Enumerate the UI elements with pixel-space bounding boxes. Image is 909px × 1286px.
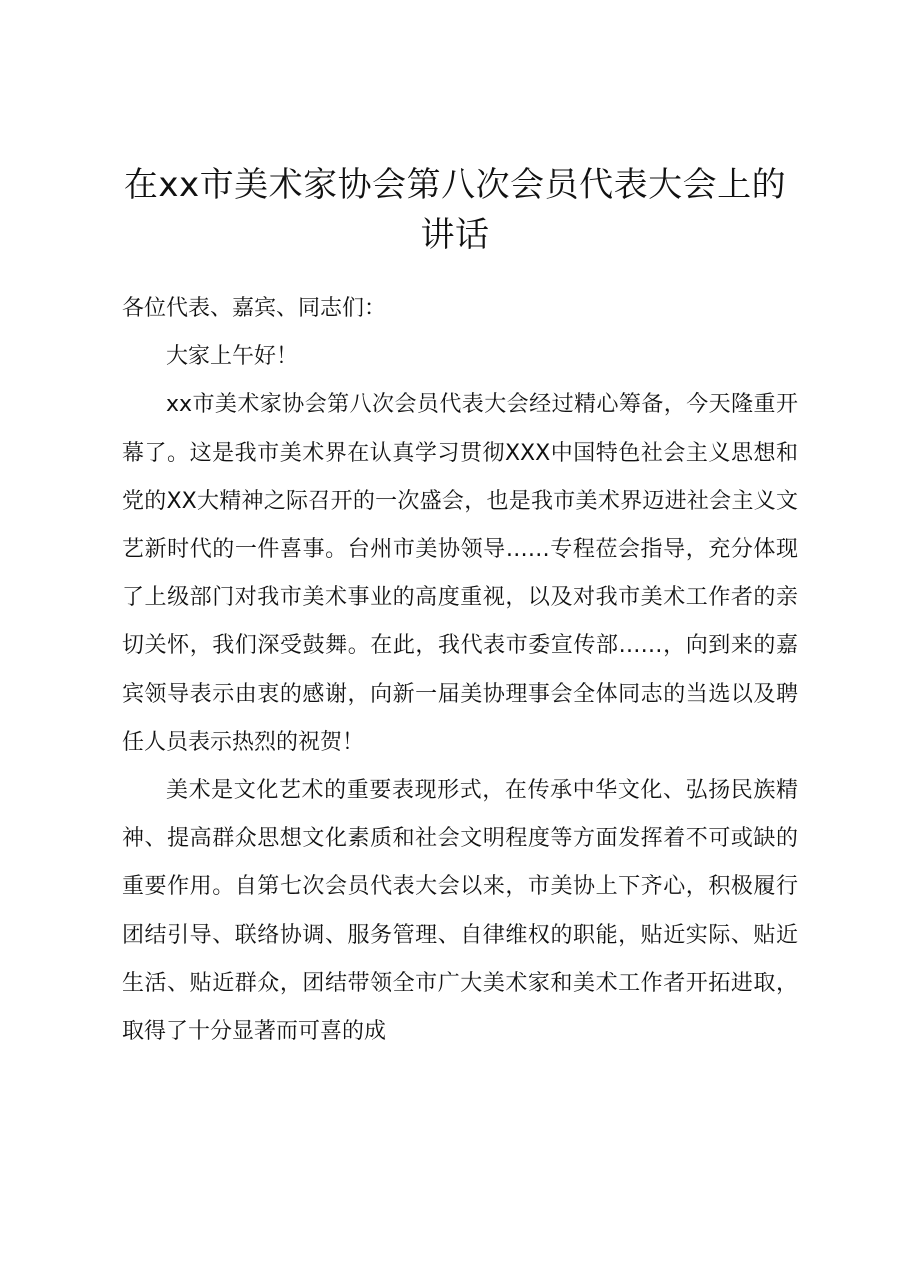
greeting-paragraph: 大家上午好！ xyxy=(166,344,299,370)
opening-paragraph: xx市美术家协会第八次会员代表大会经过精心筹备，今天隆重开幕了。这是我市美术界在认真学习贯彻XXX中国特色社会主义思想和党的XX大精神之际召开的一次盛会，也是我市美术界迈进社会主义文艺新时代的一件喜事。台州市美协领导……专程莅会指导，充分体现了上级部门对我市美术事业的高度重视，以及对我市美术工作者的亲切关怀，我们深受鼓舞。在此，我代表市委宣传部……，向到来的嘉宾领导表示由衷的感谢，向新一届美协理事会全体同志的当选以及聘任人员表示热烈的祝贺！ xyxy=(122,392,798,755)
document-title: 在xx市美术家协会第八次会员代表大会上的讲话 xyxy=(123,165,787,255)
art-role-paragraph: 美术是文化艺术的重要表现形式，在传承中华文化、弘扬民族精神、提高群众思想文化素质和社会文明程度等方面发挥着不可或缺的重要作用。自第七次会员代表大会以来，市美协上下齐心，积极履行团结引导、联络协调、服务管理、自律维权的职能，贴近实际、贴近生活、贴近群众，团结带领全市广大美术家和美术工作者开拓进取，取得了十分显著而可喜的成 xyxy=(122,778,798,1045)
salutation: 各位代表、嘉宾、同志们： xyxy=(122,296,387,321)
document-body xyxy=(122,285,798,1056)
